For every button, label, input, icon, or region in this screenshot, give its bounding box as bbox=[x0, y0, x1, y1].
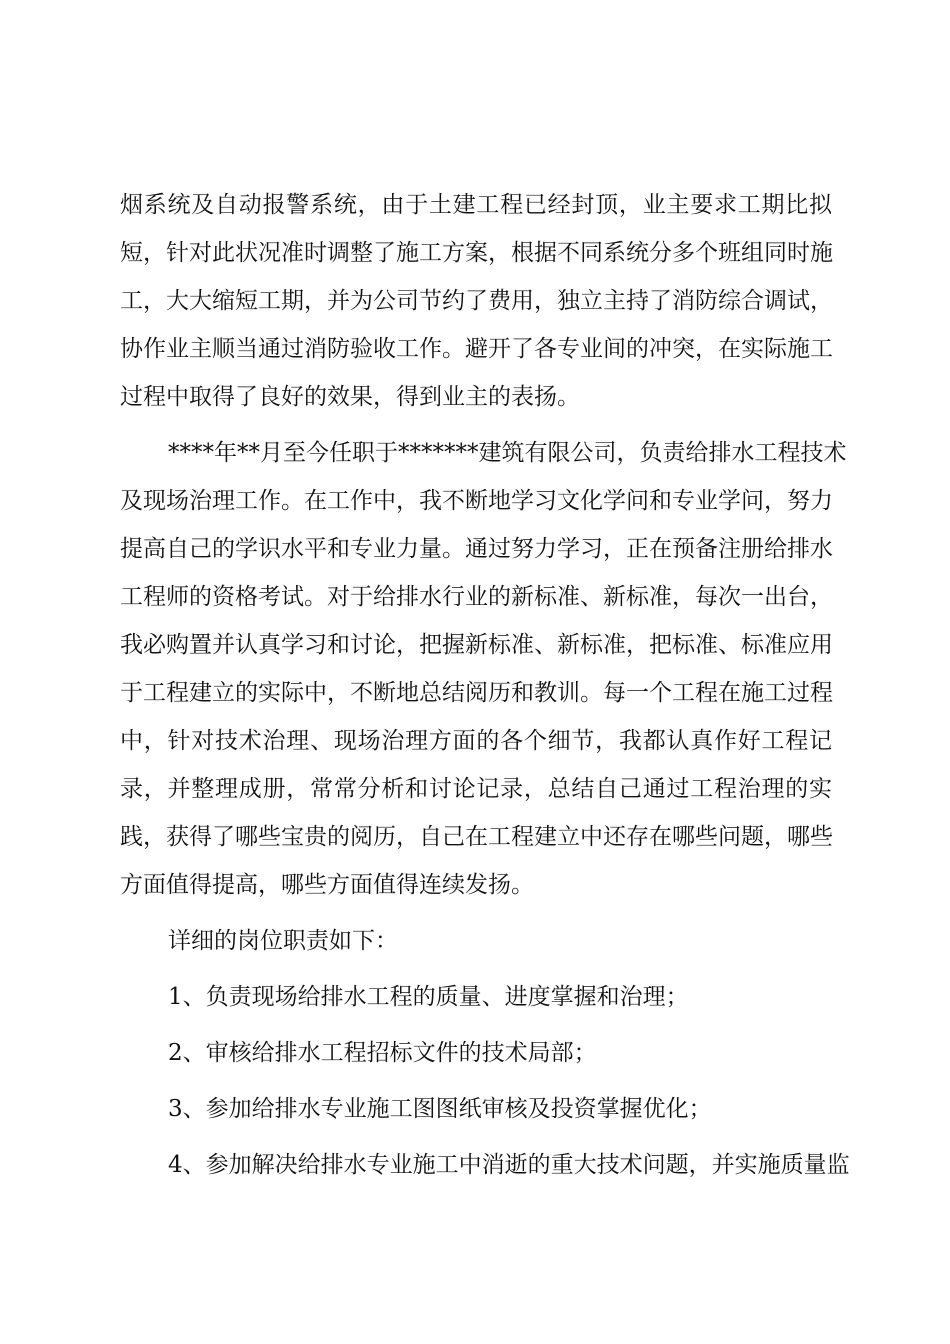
paragraph-gap bbox=[120, 1021, 832, 1029]
text-line: 过程中取得了良好的效果，得到业主的表扬。 bbox=[120, 384, 580, 410]
duty-item-2 bbox=[120, 1029, 832, 1077]
text-line: 我必购置并认真学习和讨论，把握新标准、新标准，把标准、标准应用 bbox=[120, 632, 833, 658]
text-line: 协作业主顺当通过消防验收工作。避开了各专业间的冲突，在实际施工 bbox=[120, 336, 833, 362]
text-line: 4、参加解决给排水专业施工中消逝的重大技术问题，并实施质量监 bbox=[168, 1152, 850, 1178]
text-line: 提高自己的学识水平和专业力量。通过努力学习，正在预备注册给排水 bbox=[120, 536, 833, 562]
text-line: 及现场治理工作。在工作中，我不断地学习文化学问和专业学问，努力 bbox=[120, 488, 833, 514]
paragraph-gap bbox=[120, 965, 832, 973]
text-line: 2、审核给排水工程招标文件的技术局部； bbox=[168, 1040, 597, 1066]
paragraph-gap bbox=[120, 1133, 832, 1141]
paragraph-2 bbox=[120, 429, 847, 909]
text-line: 1、负责现场给排水工程的质量、进度掌握和治理； bbox=[168, 984, 689, 1010]
text-line: 于工程建立的实际中，不断地总结阅历和教训。每一个工程在施工过程 bbox=[120, 680, 833, 706]
duty-item-1 bbox=[120, 973, 832, 1021]
text-line: ****年**月至今任职于*******建筑有限公司，负责给排水工程技术 bbox=[168, 440, 847, 466]
paragraph-gap bbox=[120, 421, 832, 429]
paragraph-3 bbox=[120, 917, 832, 965]
text-line: 详细的岗位职责如下： bbox=[168, 928, 398, 954]
text-line: 中，针对技术治理、现场治理方面的各个细节，我都认真作好工程记 bbox=[120, 728, 832, 754]
paragraph-gap bbox=[120, 909, 832, 917]
paragraph-gap bbox=[120, 1077, 832, 1085]
text-line: 方面值得提高，哪些方面值得连续发扬。 bbox=[120, 872, 534, 898]
text-line: 践，获得了哪些宝贵的阅历，自己在工程建立中还存在哪些问题，哪些 bbox=[120, 824, 833, 850]
text-line: 工程师的资格考试。对于给排水行业的新标准、新标准，每次一出台， bbox=[120, 584, 833, 610]
text-line: 烟系统及自动报警系统，由于土建工程已经封顶，业主要求工期比拟 bbox=[120, 192, 832, 218]
text-line: 录，并整理成册，常常分析和讨论记录，总结自己通过工程治理的实 bbox=[120, 776, 832, 802]
duty-item-4 bbox=[120, 1141, 850, 1189]
paragraph-1 bbox=[120, 181, 832, 421]
text-line: 3、参加给排水专业施工图图纸审核及投资掌握优化； bbox=[168, 1096, 712, 1122]
text-line: 工，大大缩短工期，并为公司节约了费用，独立主持了消防综合调试， bbox=[120, 288, 833, 314]
duty-item-3 bbox=[120, 1085, 832, 1133]
text-line: 短，针对此状况准时调整了施工方案，根据不同系统分多个班组同时施 bbox=[120, 240, 833, 266]
document-body bbox=[120, 181, 850, 1189]
